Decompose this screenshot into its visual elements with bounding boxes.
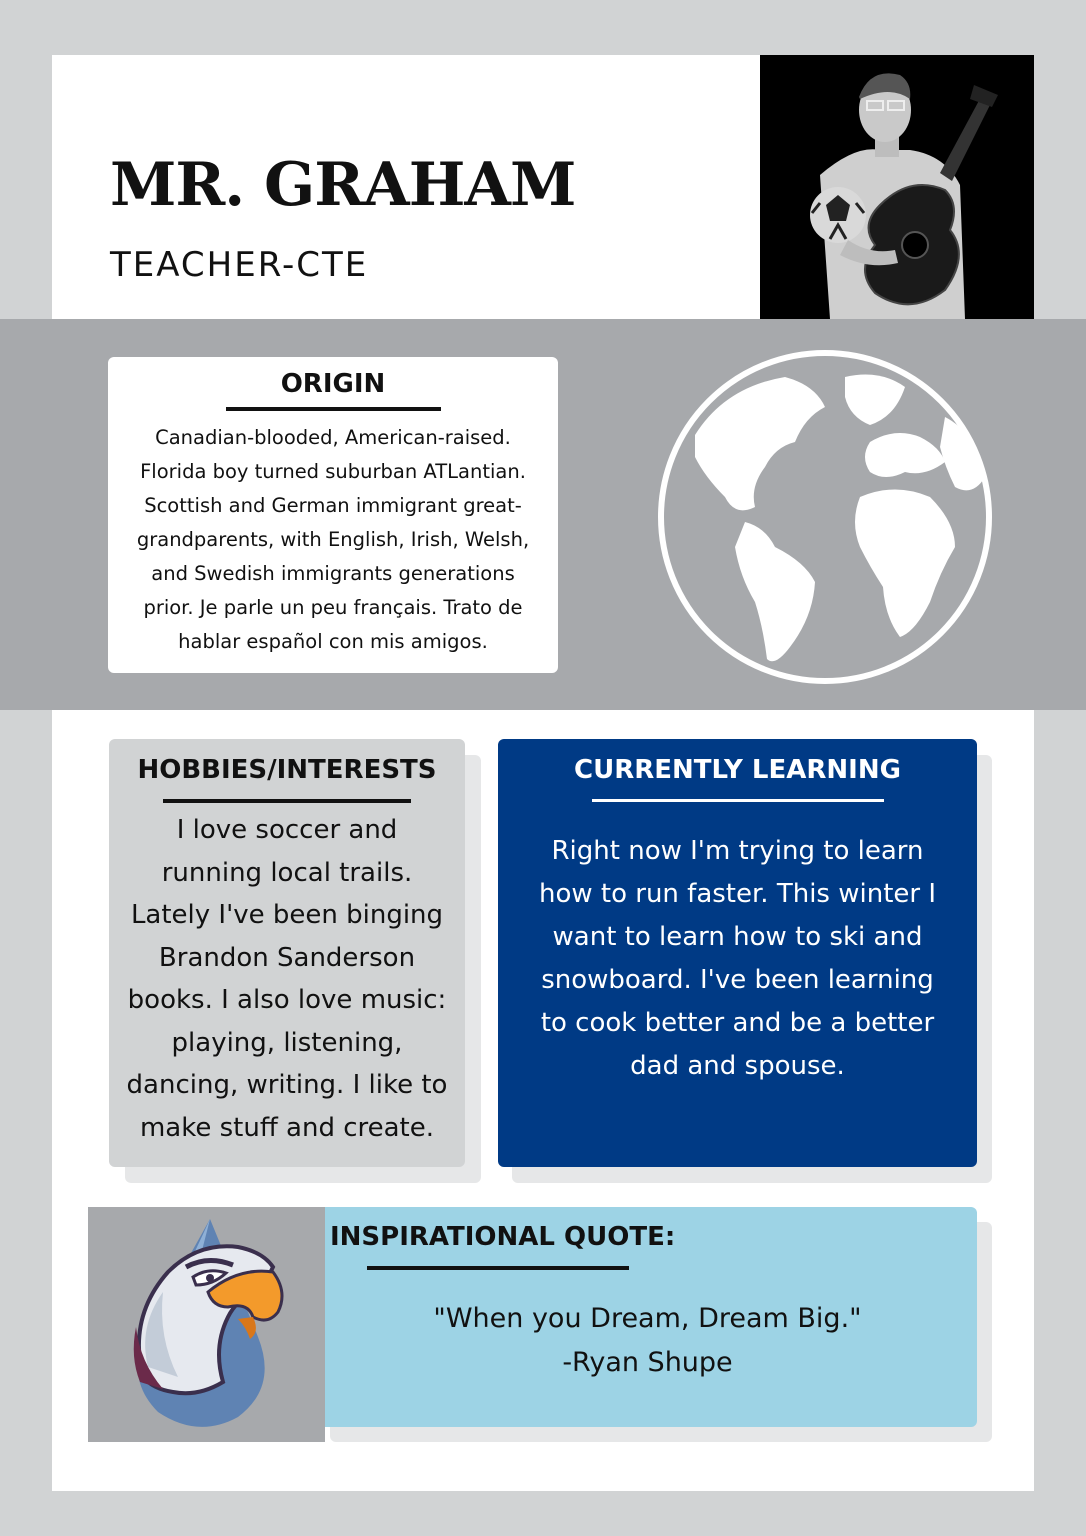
learning-line: to cook better and be a better <box>540 1008 935 1038</box>
learning-line: how to run faster. This winter I <box>538 879 937 909</box>
hobbies-line: Brandon Sanderson <box>158 942 416 973</box>
origin-section <box>108 357 558 673</box>
origin-line: Florida boy turned suburban ATLantian. <box>140 460 526 483</box>
learning-line: dad and spouse. <box>630 1051 845 1081</box>
eagle-mascot-icon <box>88 1207 325 1442</box>
origin-line: Scottish and German immigrant great- <box>144 494 522 517</box>
hobbies-line: running local trails. <box>161 857 413 888</box>
quote-author: -Ryan Shupe <box>562 1347 733 1378</box>
hobbies-line: playing, listening, <box>171 1027 403 1058</box>
mascot-panel <box>88 1207 325 1442</box>
quote-body <box>318 1297 977 1385</box>
origin-line: Canadian-blooded, American-raised. <box>155 426 511 449</box>
hobbies-line: dancing, writing. I like to <box>126 1070 448 1100</box>
hobbies-line: Lately I've been binging <box>130 900 444 930</box>
learning-line: snowboard. I've been learning <box>541 965 934 995</box>
hobbies-heading: HOBBIES/INTERESTS <box>137 755 437 785</box>
hobbies-line: books. I also love music: <box>127 985 447 1015</box>
hobbies-line: make stuff and create. <box>139 1112 435 1143</box>
portrait-photo <box>760 55 1034 319</box>
hobbies-line: I love soccer and <box>176 815 398 845</box>
globe-icon <box>655 347 995 687</box>
learning-line: Right now I'm trying to learn <box>551 836 924 866</box>
hobbies-text <box>109 803 465 1149</box>
quote-divider <box>367 1266 629 1270</box>
hobbies-section <box>109 739 465 1167</box>
origin-line: prior. Je parle un peu français. Trato de <box>143 596 523 619</box>
quote-text: "When you Dream, Dream Big." <box>433 1303 862 1334</box>
origin-heading: ORIGIN <box>280 369 386 399</box>
origin-text <box>108 411 558 659</box>
portrait-photo-icon <box>760 55 1034 319</box>
learning-line: want to learn how to ski and <box>552 922 923 952</box>
origin-line: grandparents, with English, Irish, Welsh, <box>136 528 530 551</box>
quote-heading: INSPIRATIONAL QUOTE: <box>330 1222 676 1252</box>
teacher-name: MR. GRAHAM <box>110 150 576 220</box>
origin-line: hablar español con mis amigos. <box>178 630 488 653</box>
origin-line: and Swedish immigrants generations <box>151 562 515 585</box>
teacher-role: TEACHER-CTE <box>110 245 369 285</box>
learning-section <box>498 739 977 1167</box>
learning-text <box>498 802 977 1088</box>
learning-heading: CURRENTLY LEARNING <box>574 755 901 785</box>
